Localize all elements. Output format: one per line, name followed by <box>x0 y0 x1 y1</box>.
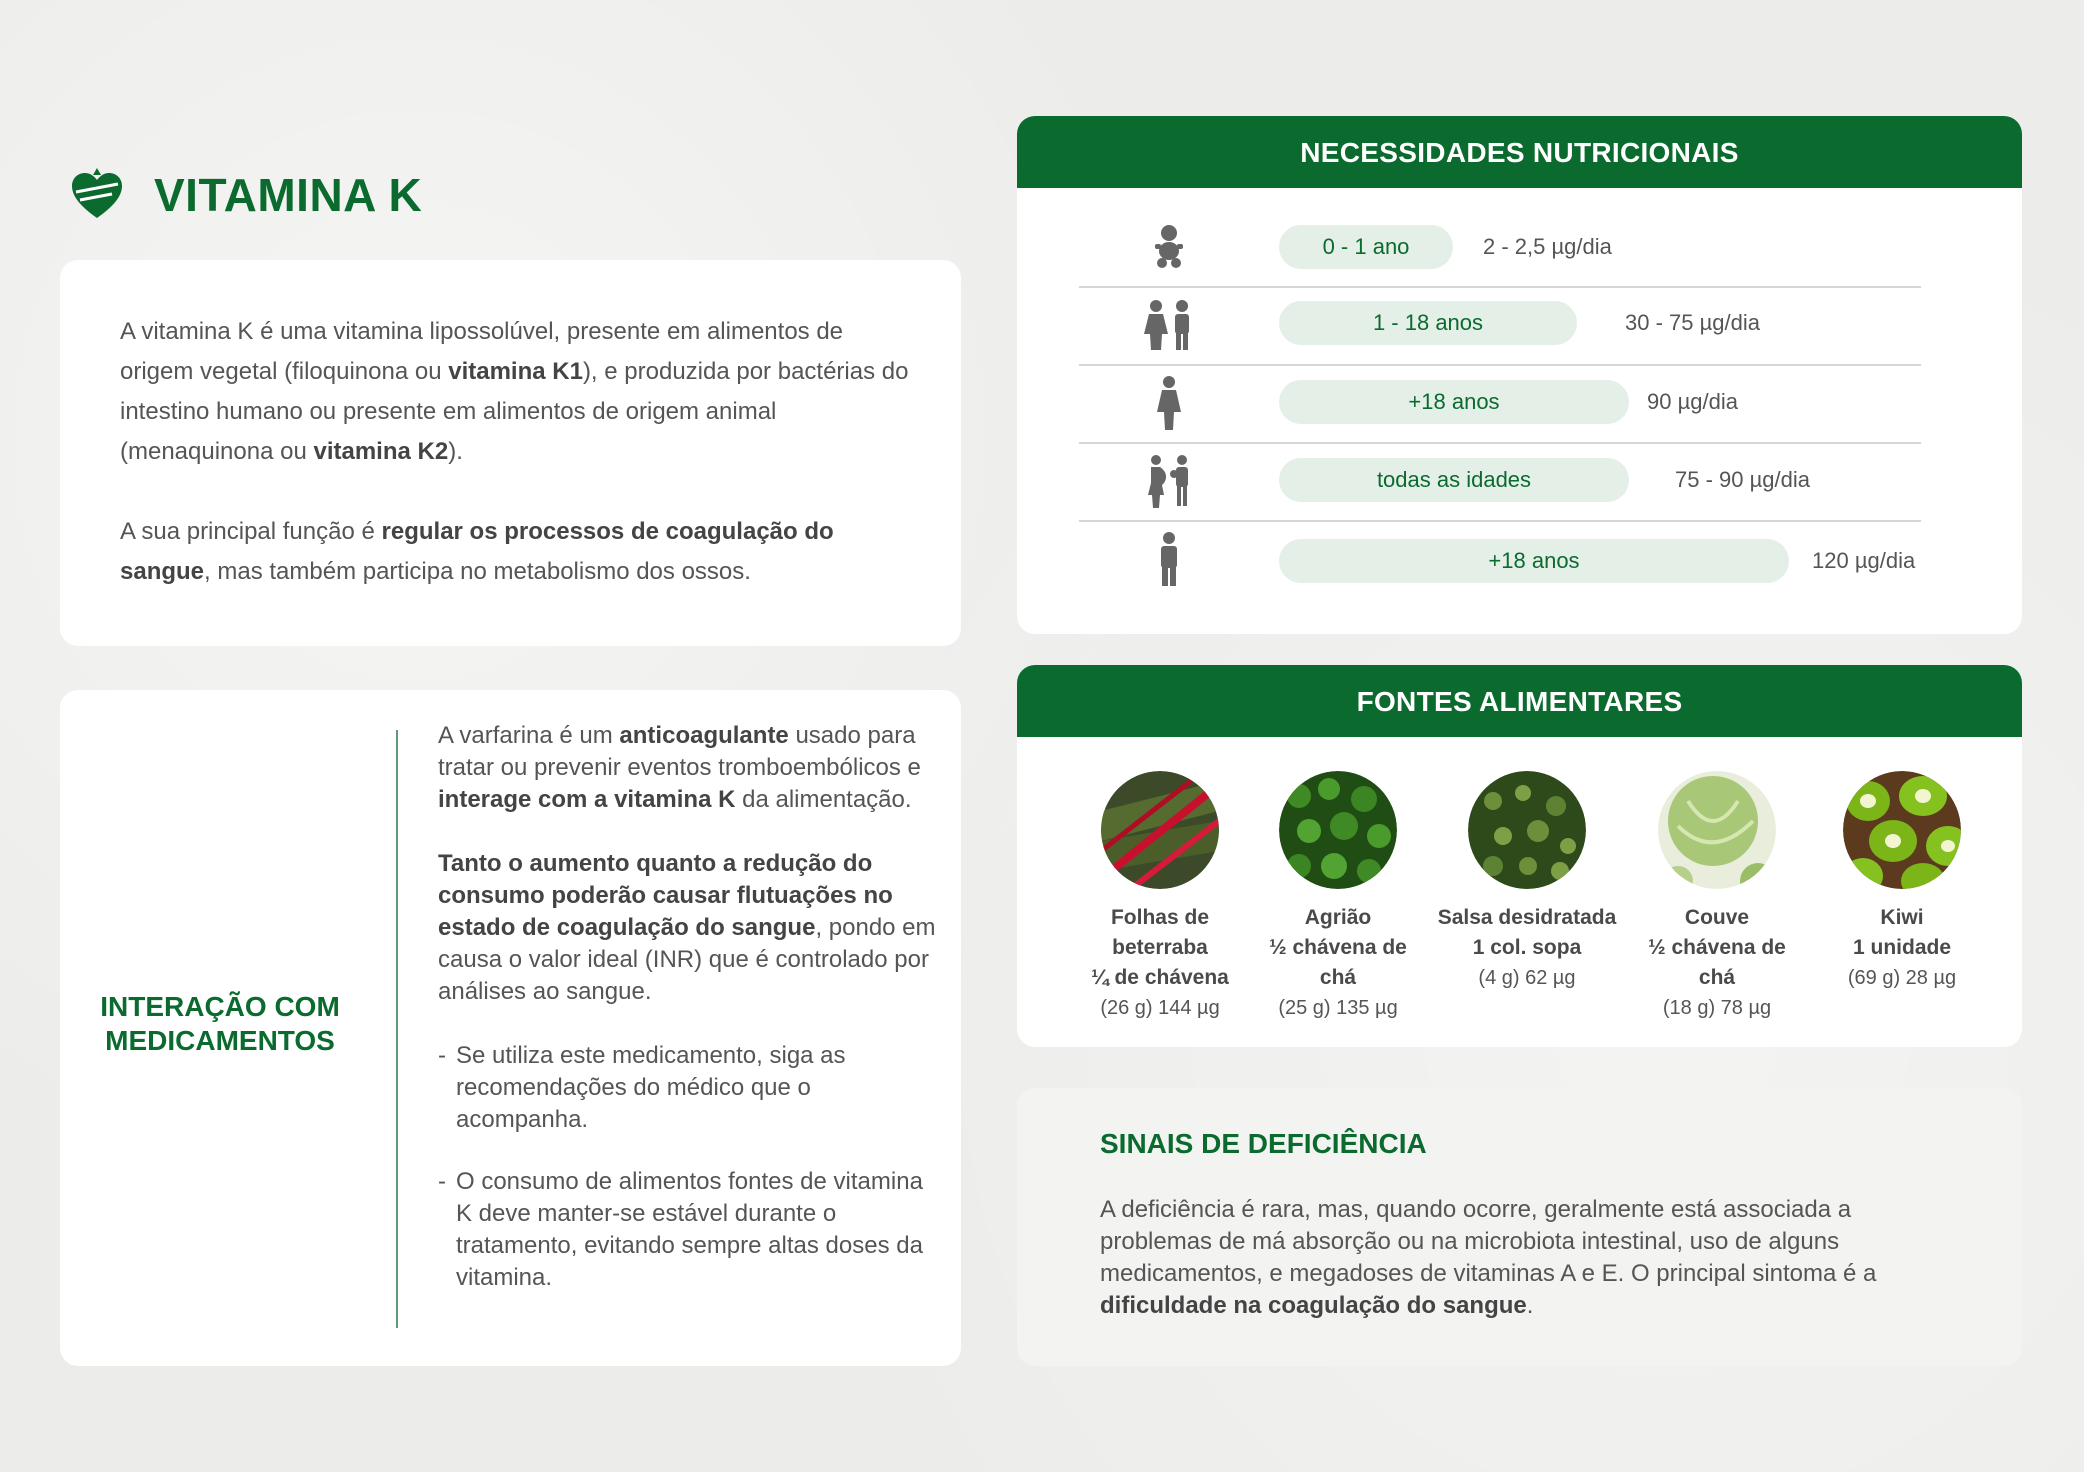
food-amount: (18 g) 78 µg <box>1662 997 1772 1019</box>
age-range-pill: 1 - 18 anos <box>1279 301 1577 345</box>
age-range-pill: todas as idades <box>1279 458 1629 502</box>
children-icon <box>1139 296 1199 356</box>
age-range-pill: +18 anos <box>1279 539 1789 583</box>
intro-text-segment: ), e produzida por bactérias do intestino humano ou presente em alimentos de origem animal (menaquinona ou <box>120 358 909 465</box>
text-segment: . <box>1526 1292 1534 1319</box>
page-title-block <box>68 165 422 225</box>
main-function-highlight: regular os processos de coagulação do sangue <box>120 518 834 585</box>
needs-row <box>1079 520 1921 598</box>
beet-greens-photo <box>1101 771 1219 889</box>
food-sources-card <box>1017 665 2022 1047</box>
text-segment: A varfarina é um <box>438 722 620 749</box>
food-item <box>1065 771 1255 1023</box>
food-amount: (4 g) 62 µg <box>1478 967 1576 989</box>
intro-paragraph-2 <box>120 512 920 592</box>
interaction-paragraph-1 <box>438 720 938 816</box>
needs-row <box>1079 364 1921 444</box>
food-amount: (26 g) 144 µg <box>1100 997 1220 1019</box>
deficiency-heading: SINAIS DE DEFICIÊNCIA <box>1100 1128 1427 1159</box>
intro-text-segment: A vitamina K é uma vitamina lipossolúvel, presente em alimentos de origem vegetal (filoquinona ou <box>120 318 844 385</box>
deficiency-card <box>1017 1088 2022 1366</box>
interaction-card <box>60 690 961 1366</box>
deficiency-text <box>1100 1194 1950 1322</box>
text-segment: , pondo em causa o valor ideal (INR) que é controlado por análises ao sangue. <box>438 914 936 1005</box>
recommendation-bullet <box>438 1040 938 1136</box>
daily-intake-value: 90 µg/dia <box>1647 389 1738 414</box>
intro-text-segment: ). <box>448 438 463 465</box>
bullet-text: Se utiliza este medicamento, siga as recomendações do médico que o acompanha. <box>456 1042 846 1133</box>
intro-text <box>120 312 920 632</box>
intro-text-segment: A sua principal função é <box>120 518 382 545</box>
interaction-heading: INTERAÇÃO COM MEDICAMENTOS <box>100 991 340 1056</box>
food-portion: 1 col. sopa <box>1472 936 1582 959</box>
food-name: Salsa desidratada <box>1437 906 1617 929</box>
anticoagulant-term: anticoagulante <box>619 722 789 749</box>
needs-row <box>1079 208 1921 288</box>
kiwi-photo <box>1843 771 1961 889</box>
nutritional-needs-heading: NECESSIDADES NUTRICIONAIS <box>1017 116 2022 188</box>
age-range-pill: 0 - 1 ano <box>1279 225 1453 269</box>
bullet-text: O consumo de alimentos fontes de vitamina K deve manter-se estável durante o tratamento, evitando sempre altas doses da vitamina. <box>456 1168 923 1291</box>
watercress-photo <box>1279 771 1397 889</box>
text-segment: A deficiência é rara, mas, quando ocorre, geralmente está associada a problemas de má absorção ou na microbiota intestinal, uso de alguns medicamentos, e megadoses de vitaminas A e E. O principal sintoma é a <box>1100 1196 1877 1287</box>
food-amount: (25 g) 135 µg <box>1278 997 1398 1019</box>
man-icon <box>1139 530 1199 590</box>
pregnant-breastfeeding-icon <box>1139 452 1199 512</box>
needs-row <box>1079 442 1921 522</box>
daily-intake-value: 2 - 2,5 µg/dia <box>1483 234 1612 259</box>
text-segment: da alimentação. <box>735 786 912 813</box>
main-symptom-highlight: dificuldade na coagulação do sangue <box>1100 1292 1527 1319</box>
dried-parsley-photo <box>1468 771 1586 889</box>
interaction-text <box>438 720 938 1324</box>
food-portion: 1 unidade <box>1852 936 1952 959</box>
food-item <box>1253 771 1423 1023</box>
food-sources-heading: FONTES ALIMENTARES <box>1017 665 2022 737</box>
bullet-dash: - <box>438 1042 446 1069</box>
food-portion: ½ chávena de chá <box>1648 936 1786 989</box>
intro-text-segment: , mas também participa no metabolismo dos ossos. <box>204 558 751 585</box>
bullet-dash: - <box>438 1168 446 1195</box>
food-item <box>1817 771 1987 993</box>
interaction-highlight: interage com a vitamina K <box>438 786 736 813</box>
food-name: Agrião <box>1304 906 1372 929</box>
intro-card <box>60 260 961 646</box>
food-portion: ½ chávena de chá <box>1269 936 1407 989</box>
interaction-paragraph-2 <box>438 848 938 1008</box>
daily-intake-value: 30 - 75 µg/dia <box>1625 310 1760 335</box>
daily-intake-value: 120 µg/dia <box>1812 548 1916 573</box>
food-name: Couve <box>1684 906 1750 929</box>
age-range-pill: +18 anos <box>1279 380 1629 424</box>
text-segment: usado para tratar ou prevenir eventos tromboembólicos e <box>438 722 921 781</box>
heart-leaf-logo-icon <box>68 166 126 224</box>
vertical-divider <box>396 730 398 1328</box>
food-portion: ¼ de chávena <box>1091 966 1229 989</box>
recommendation-bullet <box>438 1166 938 1294</box>
needs-row <box>1079 286 1921 366</box>
food-item <box>1632 771 1802 1023</box>
woman-icon <box>1139 374 1199 434</box>
vitamin-k1-term: vitamina K1 <box>448 358 583 385</box>
vitamin-k2-term: vitamina K2 <box>313 438 449 465</box>
food-item <box>1427 771 1627 993</box>
intro-paragraph-1 <box>120 312 920 472</box>
baby-icon <box>1139 218 1199 278</box>
nutritional-needs-card <box>1017 116 2022 634</box>
food-name: Folhas de beterraba <box>1110 906 1210 959</box>
cabbage-photo <box>1658 771 1776 889</box>
food-name: Kiwi <box>1880 906 1924 929</box>
daily-intake-value: 75 - 90 µg/dia <box>1675 467 1810 492</box>
fluctuation-warning: Tanto o aumento quanto a redução do consumo poderão causar flutuações no estado de coagulação do sangue <box>438 850 893 941</box>
page-title: VITAMINA K <box>154 169 423 221</box>
food-amount: (69 g) 28 µg <box>1847 967 1957 989</box>
